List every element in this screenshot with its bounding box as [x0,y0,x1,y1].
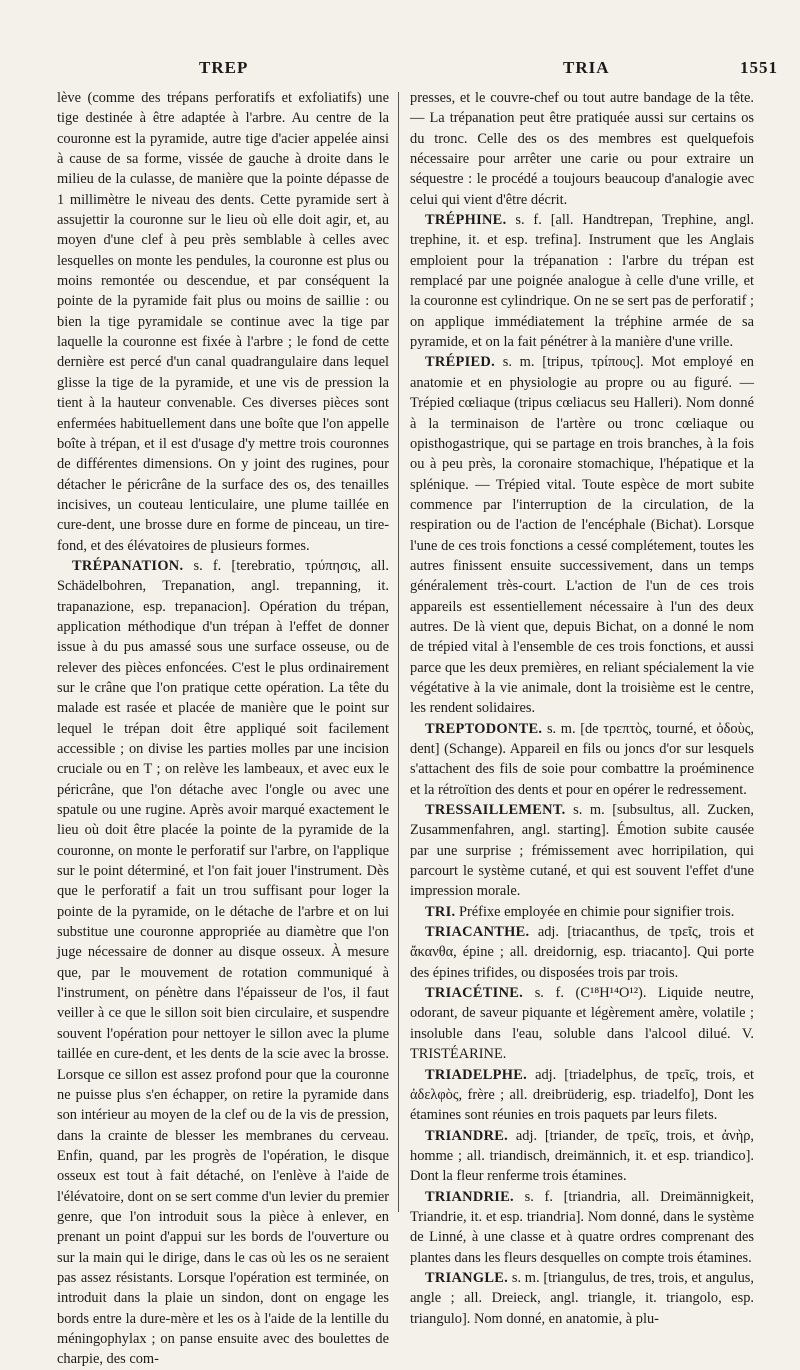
dictionary-entry [410,800,754,902]
entry-headword: TRÉPIED. [425,354,495,371]
entry-definition: adj. [triacanthus, de τρεῖς, trois et ἄκανθα, épine ; all. dreidornig, esp. triacanto]. Qui porte des épines trifides, ou disposées trois par trois. [410,924,754,981]
continued-text: presses, et le couvre-chef ou tout autre bandage de la tête. — La trépanation peut être pratiquée aussi sur certains os du tronc. Celle des os des membres est quelquefois nécessaire pour arrêter une carie ou pour extraire un séquestre : le procédé a toujours beaucoup d'analogie avec celui qui vient d'être décrit. [410,90,754,208]
entry-definition: Préfixe employée en chimie pour signifier trois. [459,903,735,920]
entry-definition: s. m. [triangulus, de tres, trois, et angulus, angle ; all. Dreieck, angl. triangle, it. triangolo, esp. triangulo]. Nom donné, en anatomie, à plu- [410,1269,754,1327]
dictionary-entry [410,922,754,983]
entry-definition: adj. [triander, de τρεῖς, trois, et ἀνὴρ, homme ; all. triandisch, dreimännich, it. et esp. triandico]. Dont la fleur renferme trois étamines. [410,1127,754,1185]
entry-headword: TRÉPANATION. [72,557,184,574]
entry-definition: s. f. [triandria, all. Dreimännigkeit, Triandrie, it. et esp. triandria]. Nom donné, dans le système de Linné, à une classe et à quatre ordres comprenant des plantes dans les fleurs desquelles on compte trois étamines. [410,1188,754,1266]
dictionary-entry [410,1126,754,1187]
entry-definition: s. m. [tripus, τρίπους]. Mot employé en anatomie et en physiologie au propre ou au figuré. — Trépied cœliaque (tripus cœliacus seu Halleri). Nom donné à la terminaison de l'artère ou tronc cœliaque ou opisthogastrique, qui se partage en trois branches, à la fois ou à peu près, la coronaire stomachique, l'hépatique et la splénique. — Trépied vital. Toute espèce de mort subite commence par l'interruption de la circulation, de la respiration ou de l'action de l'encéphale (Bichat). Lorsque l'une de ces trois fonctions a cessé complétement, toutes les autres finissent ensuite successivement, dans un temps généralement très-court. L'action de l'un de ces trois appareils est essentiellement nécessaire à l'un des deux autres. De là vient que, depuis Bichat, on a donné le nom de trépied vital à l'ensemble de ces trois fonctions, et aussi parce que les deux premières, en reliant spécialement la vie végétative à la vie animale, dont la troisième est le centre, les rendent solidaires. [410,354,754,717]
left-column [57,88,389,1370]
entry-headword: TRIACANTHE. [425,924,530,941]
entry-headword: TREPTODONTE. [425,720,543,737]
entry-headword: TRIADELPHE. [425,1066,528,1083]
entry-headword: TRESSAILLEMENT. [425,802,566,819]
entry-definition: s. f. [all. Handtrepan, Trephine, angl. trephine, it. et esp. trefina]. Instrument que les Anglais emploient pour la trépanation : l'arbre du trépan est remplacé par une poignée analogue à celle d'une vrille, et la couronne est cylindrique. On ne se sert pas de perforatif ; on applique immédiatement la tréphine armée de sa pyramide, et on la fait pénétrer à la manière d'une vrille. [410,212,754,351]
right-column [410,88,754,1329]
dictionary-entry [410,1268,754,1329]
running-header [0,58,800,84]
entry-definition: s. m. [de τρεπτὸς, tourné, et ὀδοὺς, dent] (Schange). Appareil en fils ou joncs d'or sur lesquels s'attachent des fils de soie pour combattre la proéminence et la rétroïtion des dents et pour en opérer le redressement. [410,720,754,798]
dictionary-entry [410,210,754,352]
column-divider [398,92,399,1212]
dictionary-entry [410,719,754,800]
entry-definition: adj. [triadelphus, de τρεῖς, trois, et ἀδελφὸς, frère ; all. dreibrüderig, esp. triadelfo], Dont les étamines sont réunies en trois paquets par leurs filets. [410,1066,754,1124]
dictionary-entry [410,983,754,1064]
entry-headword: TRIANDRE. [425,1127,509,1144]
dictionary-entry [410,1065,754,1126]
dictionary-entry [57,556,389,1370]
entry-headword: TRIANDRIE. [425,1188,514,1205]
entry-definition: s. f. [terebratio, τρύπησις, all. Schädelbohren, Trepanation, angl. trepanning, it. trapanazione, esp. trepanacion]. Opération du trépan, application méthodique d'un trépan à l'effet de donner issue à du pus amassé sous une surface osseuse, ou de relever des pièces enfoncées. C'est le plus ordinairement sur le crâne que l'on pratique cette opération. La tête du malade est rasée et placée de manière que le point sur lequel le trépan doit être appliqué soit facilement accessible ; on divise les parties molles par une incision cruciale ou en T ; on relève les lambeaux, et avec eux le péricrâne, que l'on détache avec l'ongle ou avec une spatule ou une rugine. Après avoir marqué exactement le lieu où doit être placée la pointe de la pyramide de la couronne, on monte le perforatif sur l'arbre, on l'applique sur le point déterminé, et l'on fait jouer l'instrument. Dès que le perforatif a fait un trou suffisant pour loger la pointe de la pyramide, on le détache de l'arbre et on lui substitue une couronne appropriée au diamètre que l'on juge nécessaire de donner au disque osseux. À mesure que, par le mouvement de rotation communiqué à l'instrument, on pénètre dans l'épaisseur de l'os, il faut veiller à ce que le sillon soit bien circulaire, et suspendre souvent l'opération pour nettoyer le sillon avec la plume taillée en cure-dent, et les dents de la scie avec la brosse. Lorsque ce sillon est assez profond pour que la couronne ne puisse plus s'en échapper, on retire la pyramide dans son intérieur au moyen de la clef ou de la vis de pression, dans la crainte de blesser les membranes du cerveau. Enfin, quand, par les progrès de l'opération, le disque osseux est tout à fait détaché, on l'enlève à l'aide de l'élévatoire, dont on se sert comme d'un levier du premier genre, que l'on introduit sous la pièce à enlever, en prenant un point d'appui sur les bords de l'ouverture ou sur la main qui le dirige, dans le cas où les os ne seraient pas assez résistants. Lorsque l'opération est terminée, on introduit dans la plaie un sindon, dont on engage les bords entre la dure-mère et les os à l'aide de la lentille du méningophylax ; on panse ensuite avec des boulettes de charpie, des com- [57,557,389,1368]
entry-definition: s. m. [subsultus, all. Zucken, Zusammenfahren, angl. starting]. Émotion subite causée par une surprise ; frémissement avec horripilation, qui parcourt le système cutané, et qui est souvent l'effet d'une impression morale. [410,802,754,900]
entry-headword: TRIACÉTINE. [425,985,524,1002]
entry-headword: TRÉPHINE. [425,212,507,229]
entry-headword: TRI. [425,903,456,920]
continued-text: lève (comme des trépans perforatifs et exfoliatifs) une tige destinée à être adaptée à l'arbre. Au centre de la couronne est la pyramide, autre tige d'acier appelée ainsi à cause de sa forme, vissée de gauche à droite dans le milieu de la culasse, de manière que la pointe dépasse de 1 millimètre le niveau des dents. Cette pyramide sert à assujettir la couronne sur le lieu où elle doit agir, et, au moyen d'une clef à peu près semblable à celles avec lesquelles on monte les pendules, la couronne est plus ou moins remontée ou descendue, et par conséquent la pointe de la pyramide fait plus ou moins de saillie : ou bien la tige pyramidale se continue avec la tige par laquelle la couronne est fixée à l'arbre ; le fond de cette dernière est percé d'un canal quadrangulaire dans lequel glisse la tige de la pyramide, et une vis de pression la tient à la hauteur convenable. Ces diverses pièces sont enfermées habituellement dans une boîte que l'on appelle boîte à trépan, et il est d'usage d'y mettre trois couronnes de différentes dimensions. On y joint des rugines, pour détacher le péricrâne de la surface des os, des tenailles incisives, un couteau lenticulaire, une plume taillée en cure-dent, une brosse dure en forme de pinceau, un tire-fond, et des élévatoires de plusieurs formes. [57,90,389,554]
header-right-guideword: TRIA [563,58,610,77]
page-number: 1551 [740,58,778,77]
dictionary-entry [410,1187,754,1268]
dictionary-entry [410,902,754,922]
header-left-guideword: TREP [199,58,249,77]
entry-definition: s. f. (C¹⁸H¹⁴O¹²). Liquide neutre, odorant, de saveur piquante et légèrement amère, volatile ; insoluble dans l'eau, soluble dans l'alcool dilué. V. TRISTÉARINE. [410,985,754,1063]
dictionary-entry [410,352,754,718]
entry-headword: TRIANGLE. [425,1269,509,1286]
